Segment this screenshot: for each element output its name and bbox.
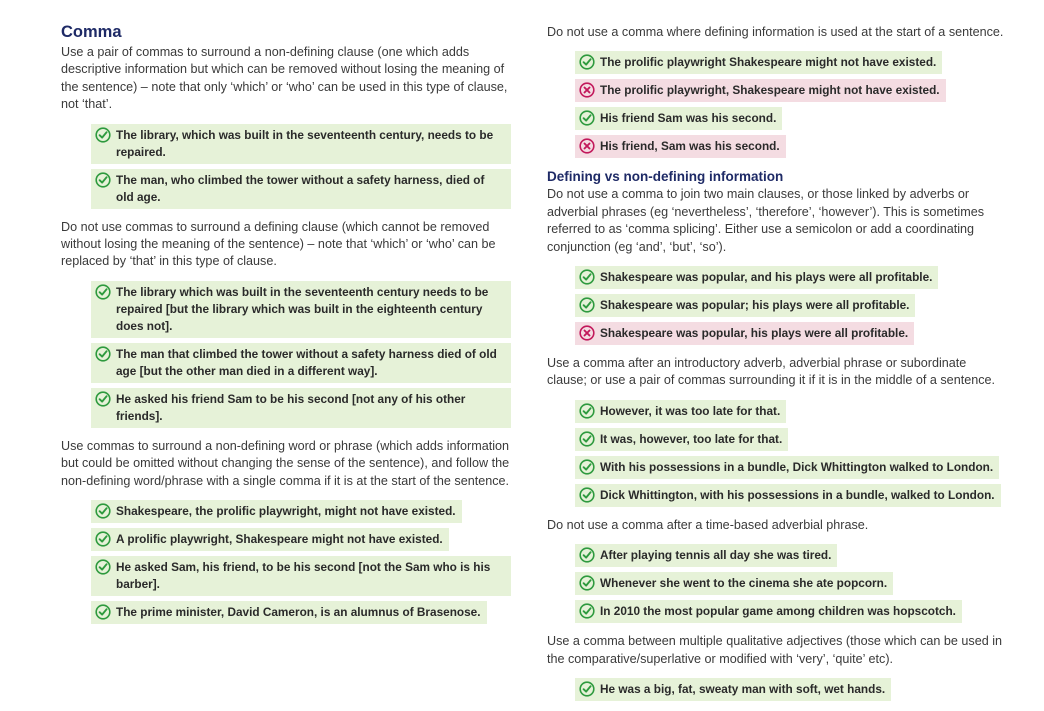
- check-circle-icon: [579, 459, 595, 475]
- example-text: However, it was too late for that.: [600, 403, 781, 418]
- check-circle-icon: [95, 127, 111, 143]
- check-circle-icon: [95, 391, 111, 407]
- cross-circle-icon: [579, 325, 595, 341]
- rule-paragraph: Use a comma after an introductory adverb, adverbial phrase or subordinate clause; or use a pair of commas surrounding it if it is in the middle of a sentence.: [547, 356, 996, 388]
- correct-example: [575, 428, 788, 451]
- correct-example: [575, 107, 782, 130]
- example-text: It was, however, too late for that.: [600, 431, 783, 446]
- example-text: Whenever she went to the cinema she ate popcorn.: [600, 576, 888, 591]
- example-text: He asked Sam, his friend, to be his second [not the Sam who is his barber].: [116, 560, 491, 592]
- correct-example: [575, 456, 999, 479]
- check-circle-icon: [95, 172, 111, 188]
- check-circle-icon: [579, 403, 595, 419]
- correct-example: [91, 281, 511, 338]
- incorrect-example: [575, 79, 946, 102]
- correct-example: [575, 484, 1001, 507]
- example-text: The library which was built in the seventeenth century needs to be repaired [but the library which was built in the eighteenth century does not].: [116, 284, 489, 333]
- left-column: [61, 22, 511, 634]
- rule-paragraph: Do not use commas to surround a defining clause (which cannot be removed without losing the meaning of the sentence) – note that ‘which’ or ‘who’ can be replaced by ‘that’ in this type of clause.: [61, 219, 496, 269]
- correct-example: [575, 544, 837, 567]
- check-circle-icon: [579, 681, 595, 697]
- correct-example: [91, 601, 487, 624]
- check-circle-icon: [95, 604, 111, 620]
- example-text: The library, which was built in the seventeenth century, needs to be repaired.: [116, 127, 494, 159]
- check-circle-icon: [579, 110, 595, 126]
- correct-example: [91, 528, 449, 551]
- example-text: The man, who climbed the tower without a safety harness, died of old age.: [116, 172, 485, 204]
- example-text: In 2010 the most popular game among children was hopscotch.: [600, 604, 956, 619]
- correct-example: [575, 294, 915, 317]
- rule-paragraph: Use a pair of commas to surround a non-defining clause (one which adds descriptive information but which can be removed without losing the meaning of the sentence) – note that only ‘which’ or ‘who’ can be used in this type of clause, not ‘that’.: [61, 45, 508, 112]
- example-text: The prime minister, David Cameron, is an alumnus of Brasenose.: [116, 605, 481, 620]
- correct-example: [91, 388, 511, 428]
- example-list: [575, 266, 1007, 345]
- check-circle-icon: [95, 531, 111, 547]
- example-text: A prolific playwright, Shakespeare might not have existed.: [116, 532, 443, 547]
- rule-paragraph: Do not use a comma after a time-based adverbial phrase.: [547, 517, 869, 532]
- rule-paragraph: Use a comma between multiple qualitative adjectives (those which can be used in the comparative/superlative or modified with ‘very’, ‘quite’ etc).: [547, 634, 1003, 666]
- check-circle-icon: [579, 54, 595, 70]
- check-circle-icon: [95, 503, 111, 519]
- example-text: The man that climbed the tower without a safety harness died of old age [but the other man died in a different way].: [116, 346, 497, 378]
- check-circle-icon: [579, 575, 595, 591]
- rule-paragraph: Do not use a comma where defining information is used at the start of a sentence.: [547, 25, 1004, 39]
- cross-circle-icon: [579, 82, 595, 98]
- check-circle-icon: [579, 487, 595, 503]
- example-text: Shakespeare was popular; his plays were all profitable.: [600, 298, 910, 313]
- correct-example: [575, 572, 893, 595]
- example-list: [575, 544, 1007, 623]
- example-text: Shakespeare was popular, his plays were all profitable.: [600, 326, 909, 341]
- incorrect-example: [575, 322, 914, 345]
- example-list: [575, 678, 1007, 701]
- rule-paragraph: Do not use a comma to join two main clauses, or those linked by adverbs or adverbial phrases (eg ‘nevertheless’, ‘therefore’, ‘however’). This is sometimes referred to as ‘comma splicing’. Either use a semicolon or add a coordinating conjunction (eg ‘and’, ‘but’, ‘so’).: [547, 187, 985, 254]
- example-text: His friend Sam was his second.: [600, 111, 777, 126]
- example-list: [575, 51, 1007, 158]
- example-text: The prolific playwright, Shakespeare might not have existed.: [600, 83, 940, 98]
- correct-example: [575, 600, 962, 623]
- example-text: Shakespeare was popular, and his plays were all profitable.: [600, 270, 933, 285]
- correct-example: [91, 500, 462, 523]
- check-circle-icon: [579, 603, 595, 619]
- example-list: [575, 400, 1007, 507]
- correct-example: [91, 124, 511, 164]
- example-text: With his possessions in a bundle, Dick Whittington walked to London.: [600, 459, 994, 474]
- example-text: He asked his friend Sam to be his second [not any of his other friends].: [116, 391, 466, 423]
- check-circle-icon: [579, 297, 595, 313]
- example-text: The prolific playwright Shakespeare might not have existed.: [600, 55, 937, 70]
- example-list: [91, 124, 511, 209]
- example-list: [91, 500, 511, 624]
- correct-example: [575, 400, 786, 423]
- correct-example: [91, 343, 511, 383]
- example-text: Shakespeare, the prolific playwright, might not have existed.: [116, 504, 456, 519]
- example-list: [91, 281, 511, 428]
- right-column: [547, 24, 1007, 711]
- example-text: After playing tennis all day she was tired.: [600, 548, 832, 563]
- incorrect-example: [575, 135, 786, 158]
- correct-example: [91, 556, 511, 596]
- page-title: Comma: [61, 23, 122, 41]
- rule-paragraph: Use commas to surround a non-defining word or phrase (which adds information but could be omitted without changing the sense of the sentence), and follow the non-defining word/phrase with a single comma if it is at the start of the sentence.: [61, 438, 510, 488]
- check-circle-icon: [579, 269, 595, 285]
- check-circle-icon: [95, 284, 111, 300]
- correct-example: [575, 266, 938, 289]
- correct-example: [575, 51, 942, 74]
- correct-example: [91, 169, 511, 209]
- check-circle-icon: [579, 547, 595, 563]
- example-text: He was a big, fat, sweaty man with soft, wet hands.: [600, 682, 886, 697]
- left-blocks: [61, 44, 511, 624]
- correct-example: [575, 678, 891, 701]
- check-circle-icon: [579, 431, 595, 447]
- check-circle-icon: [95, 559, 111, 575]
- section-heading: Defining vs non-defining information: [547, 169, 784, 185]
- cross-circle-icon: [579, 138, 595, 154]
- example-text: Dick Whittington, with his possessions in a bundle, walked to London.: [600, 487, 995, 502]
- check-circle-icon: [95, 346, 111, 362]
- right-blocks: [547, 24, 1007, 701]
- example-text: His friend, Sam was his second.: [600, 139, 780, 154]
